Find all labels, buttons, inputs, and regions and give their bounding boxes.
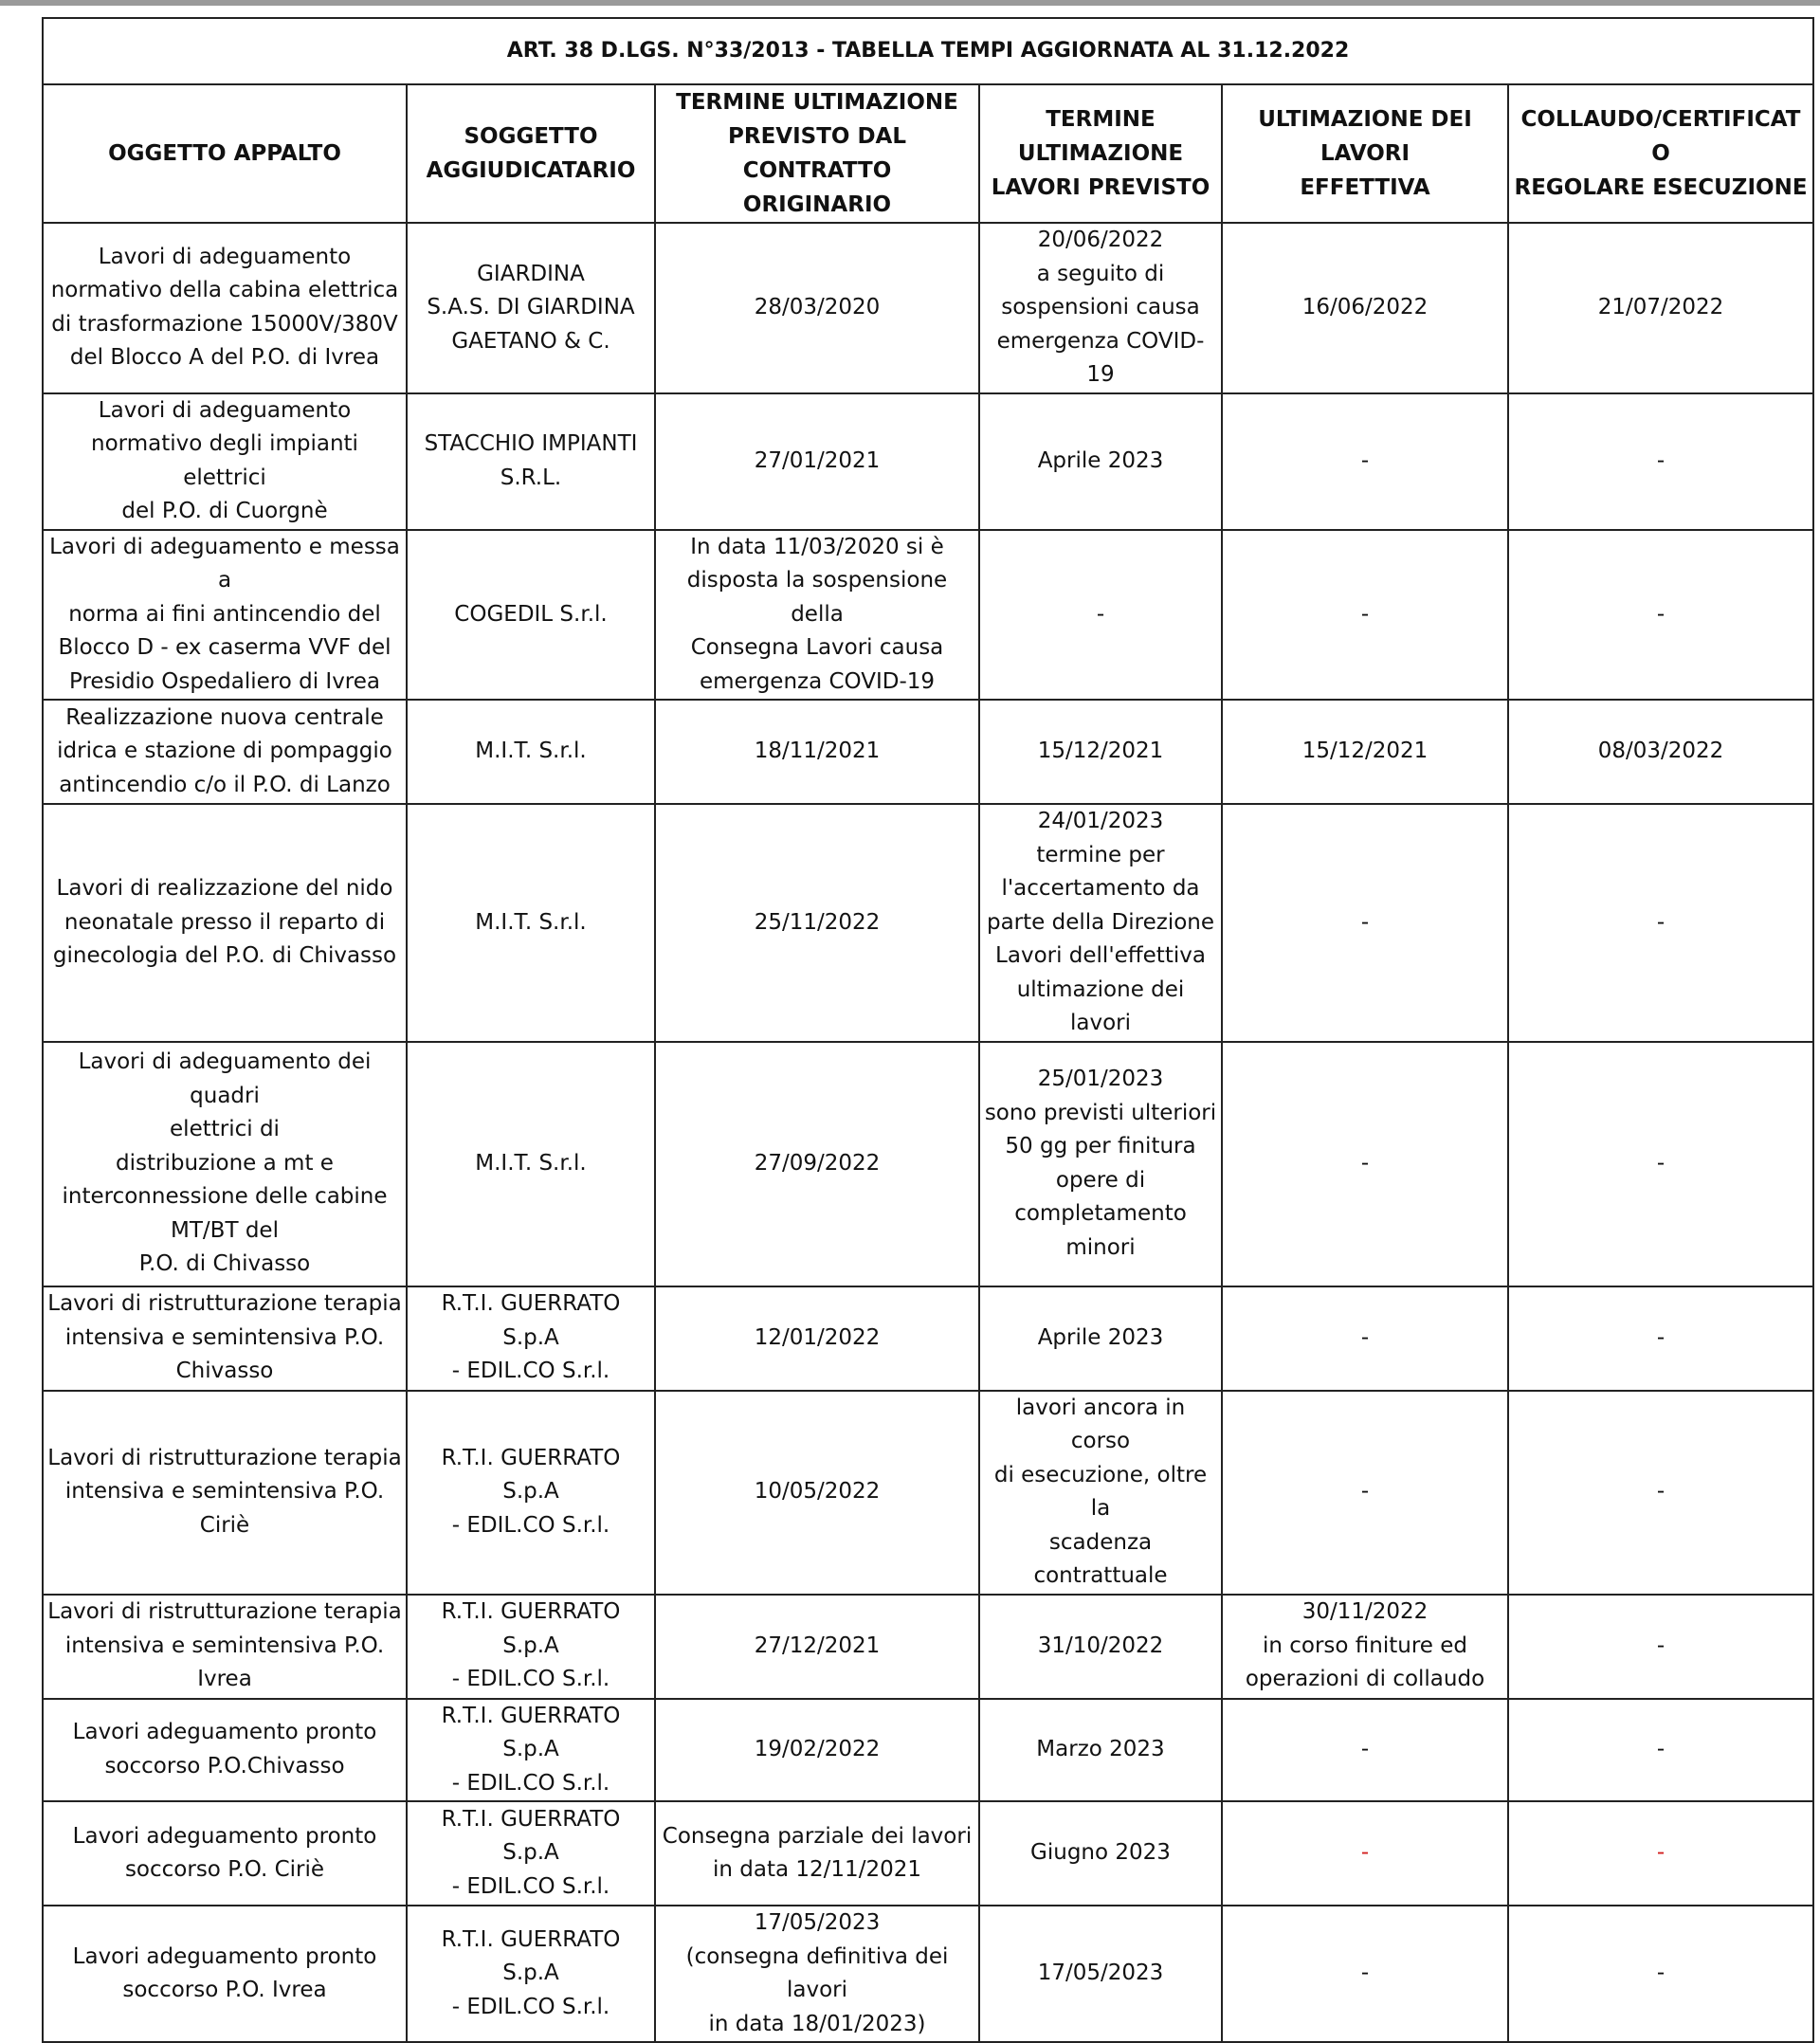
cell-line: S.A.S. DI GIARDINA <box>427 295 635 319</box>
cell-line: intensiva e semintensiva P.O. <box>64 1324 385 1350</box>
cell-line: 21/07/2022 <box>1597 295 1724 319</box>
cell-line: TERMINE ULTIMAZIONE <box>676 90 958 115</box>
cell-soggetto-aggiudicatario[interactable] <box>407 700 655 804</box>
cell-collaudo[interactable] <box>1508 700 1813 804</box>
cell-line: R.T.I. GUERRATO S.p.A <box>441 1926 621 1986</box>
cell-line: OGGETTO APPALTO <box>108 141 341 166</box>
cell-line: - EDIL.CO S.r.l. <box>451 1770 610 1796</box>
cell-ultimazione-effettiva[interactable] <box>1222 1906 1508 2042</box>
cell-line: emergenza COVID-19 <box>996 328 1205 387</box>
cell-ultimazione-effettiva[interactable] <box>1222 393 1508 530</box>
cell-collaudo[interactable] <box>1508 1391 1813 1595</box>
cell-line: - <box>1656 1840 1665 1866</box>
cell-line: P.O. di Chivasso <box>138 1251 311 1277</box>
cell-ultimazione-effettiva[interactable] <box>1222 804 1508 1042</box>
cell-ultimazione-effettiva[interactable] <box>1222 1286 1508 1391</box>
cell-termine-previsto[interactable] <box>979 1391 1222 1595</box>
cell-soggetto-aggiudicatario[interactable] <box>407 1801 655 1906</box>
cell-line: R.T.I. GUERRATO S.p.A <box>441 1599 621 1658</box>
cell-line: elettrici di <box>170 1117 280 1142</box>
cell-line: - <box>1656 1633 1665 1658</box>
cell-line: ULTIMAZIONE <box>1017 141 1184 166</box>
cell-line: 24/01/2023 <box>1037 809 1164 833</box>
cell-line: Chivasso <box>175 1359 274 1384</box>
cell-collaudo[interactable] <box>1508 393 1813 530</box>
table-row <box>43 1801 1813 1906</box>
cell-termine-originario[interactable] <box>655 393 979 530</box>
cell-line: ULTIMAZIONE DEI LAVORI <box>1258 107 1472 166</box>
cell-line: Realizzazione nuova centrale <box>65 704 384 730</box>
cell-oggetto-appalto[interactable] <box>43 530 407 701</box>
cell-line: intensiva e semintensiva P.O. <box>64 1479 385 1505</box>
cell-line: intensiva e semintensiva P.O. <box>64 1633 385 1658</box>
cell-line: scadenza contrattuale <box>1033 1529 1168 1588</box>
cell-line: Ciriè <box>199 1512 250 1538</box>
cell-ultimazione-effettiva[interactable] <box>1222 1042 1508 1286</box>
cell-line: Aprile 2023 <box>1037 1324 1164 1350</box>
cell-soggetto-aggiudicatario[interactable] <box>407 393 655 530</box>
cell-ultimazione-effettiva[interactable] <box>1222 530 1508 701</box>
cell-line: parte della Direzione <box>986 909 1215 935</box>
cell-line: 18/11/2021 <box>754 739 881 764</box>
cell-line: M.I.T. S.r.l. <box>475 909 587 935</box>
cell-line: PREVISTO DAL CONTRATTO <box>728 124 906 183</box>
cell-line: neonatale presso il reparto di <box>64 909 386 935</box>
cell-soggetto-aggiudicatario[interactable] <box>407 1906 655 2042</box>
cell-line: - <box>1096 601 1105 627</box>
cell-line: disposta la sospensione della <box>686 568 948 627</box>
cell-oggetto-appalto[interactable] <box>43 393 407 530</box>
table-row <box>43 1595 1813 1699</box>
cell-line: TERMINE <box>1046 107 1156 132</box>
cell-termine-originario[interactable] <box>655 1801 979 1906</box>
cell-line: 25/11/2022 <box>754 909 881 935</box>
cell-line: Lavori di adeguamento <box>98 244 352 269</box>
cell-line: (consegna definitiva dei lavori <box>685 1943 949 2002</box>
cell-line: Lavori adeguamento pronto <box>72 1823 377 1849</box>
cell-line: SOGGETTO <box>464 124 598 149</box>
cell-line: - <box>1656 1961 1665 1986</box>
cell-line: 27/09/2022 <box>754 1150 881 1176</box>
cell-collaudo[interactable] <box>1508 1286 1813 1391</box>
cell-line: normativo della cabina elettrica <box>50 278 399 303</box>
cell-line: 27/12/2021 <box>754 1633 881 1658</box>
cell-soggetto-aggiudicatario[interactable] <box>407 1042 655 1286</box>
cell-oggetto-appalto[interactable] <box>43 1699 407 1802</box>
cell-line: - <box>1360 601 1370 627</box>
cell-soggetto-aggiudicatario[interactable] <box>407 223 655 393</box>
cell-line: - <box>1360 447 1370 473</box>
table-row <box>43 530 1813 701</box>
cell-line: lavori ancora in corso <box>1015 1395 1186 1453</box>
cell-line: Marzo 2023 <box>1036 1737 1165 1761</box>
cell-line: 17/05/2023 <box>1037 1961 1164 1986</box>
cell-line: antincendio c/o il P.O. di Lanzo <box>59 772 391 797</box>
cell-line: Consegna parziale dei lavori <box>662 1823 973 1849</box>
cell-line: REGOLARE ESECUZIONE <box>1514 175 1808 200</box>
cell-termine-originario[interactable] <box>655 1391 979 1595</box>
header-collaudo[interactable] <box>1508 84 1813 223</box>
cell-line: a seguito di <box>1036 261 1165 286</box>
cell-termine-originario[interactable] <box>655 530 979 701</box>
cell-ultimazione-effettiva[interactable] <box>1222 223 1508 393</box>
cell-oggetto-appalto[interactable] <box>43 1042 407 1286</box>
cell-line: - <box>1656 1150 1665 1176</box>
cell-line: 30/11/2022 <box>1301 1599 1429 1625</box>
cell-line: - <box>1360 1840 1370 1866</box>
cell-line: soccorso P.O. Ciriè <box>124 1857 325 1882</box>
cell-soggetto-aggiudicatario[interactable] <box>407 530 655 701</box>
table-row <box>43 1042 1813 1286</box>
cell-line: 50 gg per finitura <box>1005 1134 1196 1158</box>
cell-line: minori <box>1065 1234 1136 1260</box>
cell-oggetto-appalto[interactable] <box>43 1595 407 1699</box>
table-row <box>43 1699 1813 1802</box>
cell-line: - EDIL.CO S.r.l. <box>451 1994 610 2019</box>
title-row <box>43 18 1813 84</box>
cell-line: di esecuzione, oltre la <box>993 1462 1208 1521</box>
cell-line: Aprile 2023 <box>1037 447 1164 473</box>
cell-termine-previsto[interactable] <box>979 1906 1222 2042</box>
cell-line: COLLAUDO/CERTIFICATO <box>1520 107 1801 166</box>
cell-line: Lavori di adeguamento <box>98 397 352 423</box>
cell-line: 19/02/2022 <box>754 1737 881 1761</box>
cell-line: in corso finiture ed <box>1262 1633 1468 1658</box>
table-row <box>43 700 1813 804</box>
cell-line: - <box>1656 601 1665 627</box>
cell-line: sospensioni causa <box>1001 295 1200 319</box>
cell-line: - <box>1360 909 1370 935</box>
cell-line: Ivrea <box>197 1667 252 1692</box>
cell-line: 31/10/2022 <box>1037 1633 1164 1658</box>
cell-line: In data 11/03/2020 si è <box>690 534 944 559</box>
cell-soggetto-aggiudicatario[interactable] <box>407 1595 655 1699</box>
cell-ultimazione-effettiva[interactable] <box>1222 1595 1508 1699</box>
cell-line: ginecologia del P.O. di Chivasso <box>52 943 397 968</box>
cell-line: - <box>1656 1479 1665 1505</box>
cell-line: Lavori di ristrutturazione terapia <box>47 1291 402 1317</box>
cell-line: 25/01/2023 <box>1037 1067 1164 1091</box>
cell-line: completamento <box>1014 1201 1187 1226</box>
cell-collaudo[interactable] <box>1508 804 1813 1042</box>
cell-termine-originario[interactable] <box>655 223 979 393</box>
header-soggetto-aggiudicatario[interactable] <box>407 84 655 223</box>
cell-termine-originario[interactable] <box>655 1286 979 1391</box>
cell-line: Giugno 2023 <box>1030 1840 1171 1866</box>
cell-line: R.T.I. GUERRATO S.p.A <box>441 1806 621 1866</box>
cell-collaudo[interactable] <box>1508 1595 1813 1699</box>
cell-line: MT/BT del <box>171 1217 279 1243</box>
table-row <box>43 1391 1813 1595</box>
cell-line: 27/01/2021 <box>754 447 881 473</box>
cell-line: 17/05/2023 <box>754 1910 881 1935</box>
cell-collaudo[interactable] <box>1508 1801 1813 1906</box>
cell-line: - <box>1656 909 1665 935</box>
cell-termine-previsto[interactable] <box>979 223 1222 393</box>
table-body <box>43 223 1813 2042</box>
cell-line: Lavori adeguamento pronto <box>72 1943 377 1969</box>
cell-line: 15/12/2021 <box>1037 739 1164 764</box>
cell-ultimazione-effettiva[interactable] <box>1222 700 1508 804</box>
cell-line: R.T.I. GUERRATO S.p.A <box>441 1291 621 1350</box>
cell-collaudo[interactable] <box>1508 530 1813 701</box>
cell-line: - EDIL.CO S.r.l. <box>451 1359 610 1384</box>
table-row <box>43 223 1813 393</box>
cell-oggetto-appalto[interactable] <box>43 1906 407 2042</box>
cell-line: EFFETTIVA <box>1300 175 1430 200</box>
cell-line: M.I.T. S.r.l. <box>475 739 587 764</box>
cell-line: emergenza COVID-19 <box>699 668 936 694</box>
cell-line: Lavori di ristrutturazione terapia <box>47 1599 402 1625</box>
header-ultimazione-effettiva[interactable] <box>1222 84 1508 223</box>
cell-line: Blocco D - ex caserma VVF del <box>58 635 391 660</box>
cell-soggetto-aggiudicatario[interactable] <box>407 804 655 1042</box>
cell-line: l'accertamento da <box>1001 876 1200 901</box>
cell-line: idrica e stazione di pompaggio <box>57 739 392 764</box>
cell-line: Lavori di adeguamento dei quadri <box>78 1049 372 1108</box>
cell-line: 10/05/2022 <box>754 1479 881 1505</box>
cell-soggetto-aggiudicatario[interactable] <box>407 1391 655 1595</box>
header-row <box>43 84 1813 223</box>
cell-line: - <box>1360 1737 1370 1761</box>
cell-line: 12/01/2022 <box>754 1324 881 1350</box>
cell-line: in data 18/01/2023) <box>708 2011 926 2036</box>
cell-line: R.T.I. GUERRATO S.p.A <box>441 1445 621 1505</box>
cell-termine-originario[interactable] <box>655 1595 979 1699</box>
cell-line: in data 12/11/2021 <box>713 1857 921 1882</box>
cell-line: Presidio Ospedaliero di Ivrea <box>69 668 380 694</box>
cell-line: AGGIUDICATARIO <box>426 158 636 183</box>
cell-termine-previsto[interactable] <box>979 804 1222 1042</box>
cell-line: M.I.T. S.r.l. <box>475 1150 587 1176</box>
cell-termine-originario[interactable] <box>655 700 979 804</box>
cell-termine-previsto[interactable] <box>979 1042 1222 1286</box>
cell-line: ultimazione dei lavori <box>1016 976 1185 1035</box>
cell-line: S.R.L. <box>500 465 562 490</box>
cell-line: opere di <box>1055 1167 1146 1193</box>
cell-collaudo[interactable] <box>1508 1906 1813 2042</box>
cell-line: sono previsti ulteriori <box>984 1100 1217 1125</box>
cell-line: Consegna Lavori causa <box>690 635 944 660</box>
cell-ultimazione-effettiva[interactable] <box>1222 1391 1508 1595</box>
cell-line: Lavori di ristrutturazione terapia <box>47 1445 402 1470</box>
cell-line: - <box>1656 1737 1665 1761</box>
cell-line: - <box>1360 1150 1370 1176</box>
cell-line: interconnessione delle cabine <box>62 1184 388 1210</box>
header-termine-originario[interactable] <box>655 84 979 223</box>
cell-line: - <box>1656 1324 1665 1350</box>
cell-line: Lavori adeguamento pronto <box>72 1720 377 1745</box>
cell-line: operazioni di collaudo <box>1245 1667 1485 1692</box>
table-title[interactable]: ART. 38 D.LGS. N°33/2013 - TABELLA TEMPI AGGIORNATA AL 31.12.2022 <box>43 18 1813 84</box>
table-row <box>43 1906 1813 2042</box>
cell-soggetto-aggiudicatario[interactable] <box>407 1286 655 1391</box>
cell-line: distribuzione a mt e <box>116 1150 334 1176</box>
cell-line: 16/06/2022 <box>1301 295 1429 319</box>
spreadsheet-area <box>42 17 1814 2043</box>
cell-line: STACCHIO IMPIANTI <box>424 431 638 456</box>
cell-collaudo[interactable] <box>1508 1699 1813 1802</box>
cell-line: LAVORI PREVISTO <box>991 175 1210 200</box>
cell-collaudo[interactable] <box>1508 223 1813 393</box>
cell-line: ORIGINARIO <box>742 192 892 217</box>
cell-oggetto-appalto[interactable] <box>43 223 407 393</box>
cell-line: di trasformazione 15000V/380V <box>51 311 398 337</box>
cell-line: GIARDINA <box>477 261 585 286</box>
cell-line: Lavori di realizzazione del nido <box>56 876 393 901</box>
cell-termine-previsto[interactable] <box>979 1699 1222 1802</box>
cell-line: COGEDIL S.r.l. <box>454 601 608 627</box>
cell-soggetto-aggiudicatario[interactable] <box>407 1699 655 1802</box>
cell-termine-previsto[interactable] <box>979 393 1222 530</box>
cell-line: - <box>1360 1324 1370 1350</box>
cell-line: R.T.I. GUERRATO S.p.A <box>441 1703 621 1761</box>
cell-ultimazione-effettiva[interactable] <box>1222 1699 1508 1802</box>
cell-oggetto-appalto[interactable] <box>43 700 407 804</box>
timing-table <box>42 17 1814 2043</box>
header-termine-previsto[interactable] <box>979 84 1222 223</box>
cell-line: normativo degli impianti elettrici <box>91 431 358 490</box>
cell-line: del Blocco A del P.O. di Ivrea <box>69 345 380 371</box>
header-oggetto-appalto[interactable] <box>43 84 407 223</box>
table-row <box>43 1286 1813 1391</box>
cell-line: GAETANO & C. <box>451 328 610 354</box>
cell-line: 20/06/2022 <box>1037 228 1164 252</box>
cell-line: - EDIL.CO S.r.l. <box>451 1667 610 1692</box>
cell-oggetto-appalto[interactable] <box>43 1391 407 1595</box>
cell-line: soccorso P.O. Ivrea <box>122 1978 327 2002</box>
cell-termine-previsto[interactable] <box>979 1595 1222 1699</box>
cell-termine-previsto[interactable] <box>979 1286 1222 1391</box>
cell-termine-previsto[interactable] <box>979 1801 1222 1906</box>
cell-line: soccorso P.O.Chivasso <box>104 1753 345 1779</box>
table-row <box>43 804 1813 1042</box>
cell-oggetto-appalto[interactable] <box>43 1801 407 1906</box>
cell-line: - EDIL.CO S.r.l. <box>451 1512 610 1538</box>
cell-line: 15/12/2021 <box>1301 739 1429 764</box>
top-border-bar <box>0 0 1820 6</box>
cell-termine-originario[interactable] <box>655 804 979 1042</box>
cell-termine-previsto[interactable] <box>979 530 1222 701</box>
cell-line: 08/03/2022 <box>1597 739 1724 764</box>
cell-termine-previsto[interactable] <box>979 700 1222 804</box>
cell-termine-originario[interactable] <box>655 1906 979 2042</box>
cell-line: del P.O. di Cuorgnè <box>121 499 328 523</box>
cell-ultimazione-effettiva[interactable] <box>1222 1801 1508 1906</box>
cell-line: Lavori dell'effettiva <box>995 943 1206 968</box>
cell-line: Lavori di adeguamento e messa a <box>49 534 400 593</box>
cell-line: - <box>1656 447 1665 473</box>
cell-termine-originario[interactable] <box>655 1699 979 1802</box>
cell-collaudo[interactable] <box>1508 1042 1813 1286</box>
cell-line: - <box>1360 1961 1370 1986</box>
cell-oggetto-appalto[interactable] <box>43 1286 407 1391</box>
cell-line: norma ai fini antincendio del <box>68 601 381 627</box>
cell-line: - EDIL.CO S.r.l. <box>451 1873 610 1899</box>
cell-line: 28/03/2020 <box>754 295 881 319</box>
cell-line: - <box>1360 1479 1370 1505</box>
cell-oggetto-appalto[interactable] <box>43 804 407 1042</box>
cell-line: termine per <box>1036 842 1165 867</box>
cell-termine-originario[interactable] <box>655 1042 979 1286</box>
table-row <box>43 393 1813 530</box>
